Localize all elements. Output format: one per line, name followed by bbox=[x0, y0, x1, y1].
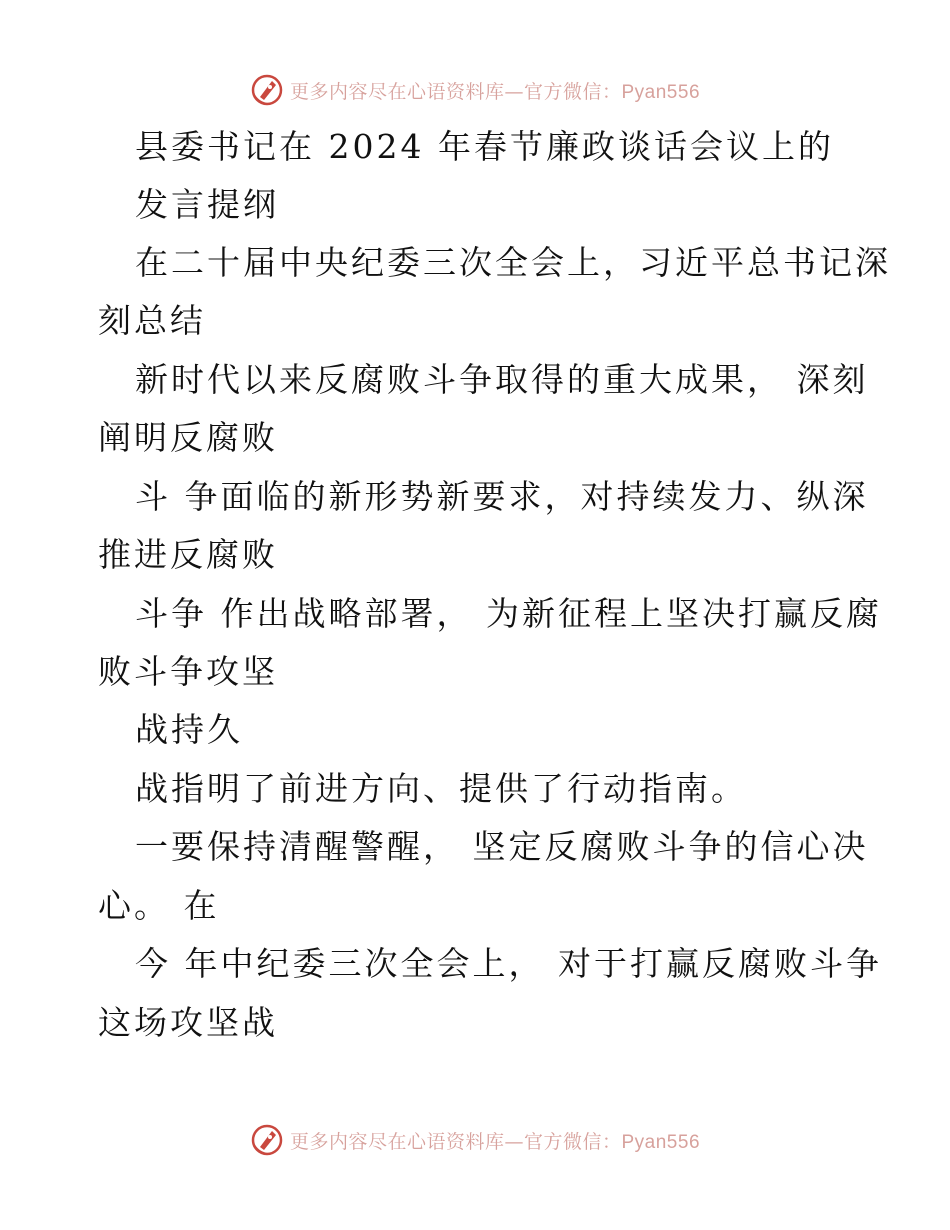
paragraph-line: 阐明反腐败 bbox=[98, 418, 278, 457]
watermark-header bbox=[0, 70, 950, 110]
paragraph-line: 刻总结 bbox=[98, 301, 206, 340]
paragraph-line: 新时代以来反腐败斗争取得的重大成果， 深刻 bbox=[135, 360, 869, 399]
paragraph-line: 心。 在 bbox=[98, 886, 220, 925]
watermark-text: 更多内容尽在心语资料库—官方微信：Pyan556 bbox=[289, 1130, 701, 1153]
pen-nib-circle-icon bbox=[250, 1123, 284, 1157]
watermark-text: 更多内容尽在心语资料库—官方微信：Pyan556 bbox=[289, 80, 701, 103]
paragraph-line: 战指明了前进方向、提供了行动指南。 bbox=[135, 769, 747, 808]
document-title-line: 县委书记在 2024 年春节廉政谈话会议上的 bbox=[135, 127, 834, 166]
document-title-line: 发言提纲 bbox=[135, 185, 279, 224]
paragraph-line: 这场攻坚战 bbox=[98, 1003, 278, 1042]
pen-nib-circle-icon bbox=[250, 73, 284, 107]
paragraph-line: 一要保持清醒警醒， 坚定反腐败斗争的信心决 bbox=[135, 827, 869, 866]
watermark-footer bbox=[0, 1120, 950, 1160]
paragraph-line: 战持久 bbox=[135, 710, 243, 749]
paragraph-line: 斗 争面临的新形势新要求，对持续发力、纵深 bbox=[135, 477, 869, 516]
paragraph-line: 败斗争攻坚 bbox=[98, 652, 278, 691]
paragraph-line: 在二十届中央纪委三次全会上，习近平总书记深 bbox=[135, 243, 891, 282]
paragraph-line: 今 年中纪委三次全会上， 对于打赢反腐败斗争 bbox=[135, 944, 882, 983]
paragraph-line: 斗争 作出战略部署， 为新征程上坚决打赢反腐 bbox=[135, 594, 882, 633]
paragraph-line: 推进反腐败 bbox=[98, 535, 278, 574]
